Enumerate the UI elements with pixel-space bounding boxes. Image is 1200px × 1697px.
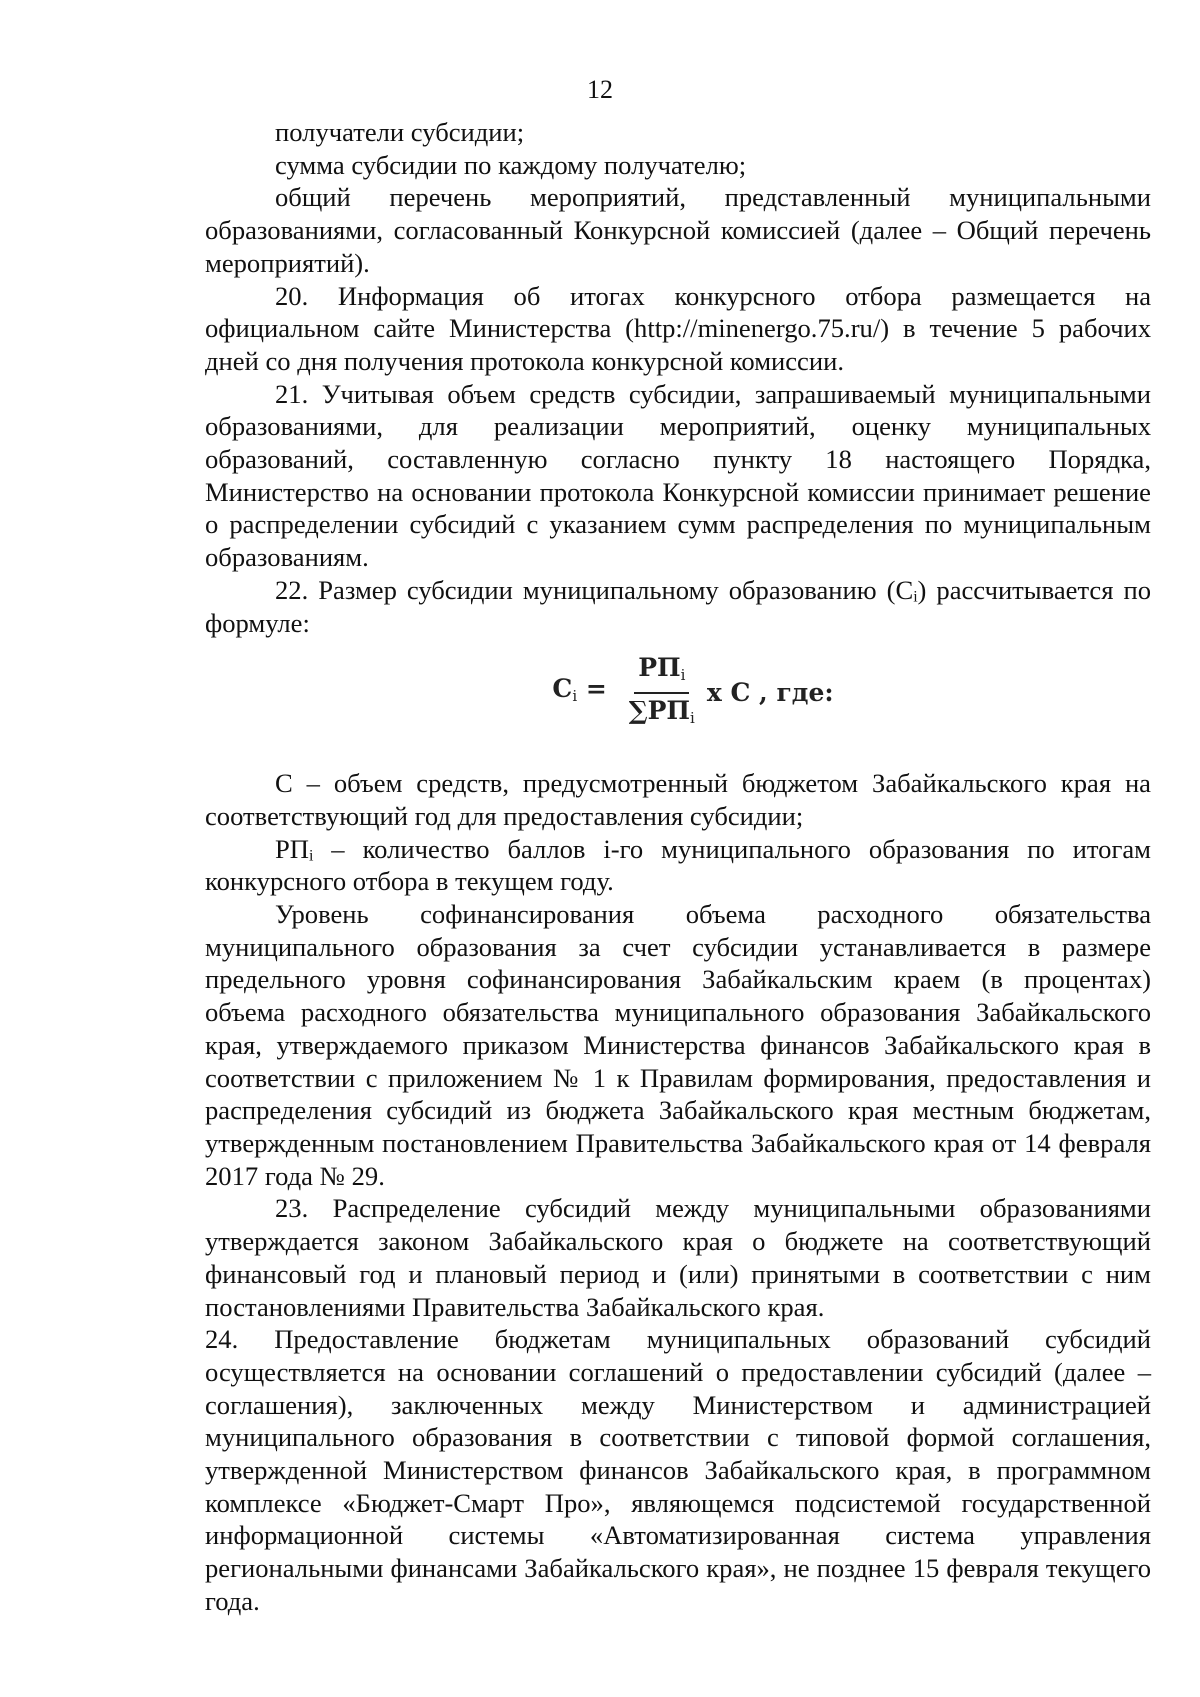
paragraph-c-definition: С – объем средств, предусмотренный бюджетом Забайкальского края на соответствующий год для предоставления субсидии; (205, 768, 1151, 831)
formula-numerator: $РП_i$ (634, 653, 689, 694)
paragraph-24: 24. Предоставление бюджетам муниципальных образований субсидий осуществляется на основании соглашений о предоставлении субсидий (далее – соглашения), заключенных между Министерством и администрацией муниципального образования в соответствии с типовой формой соглашения, утвержденной Министерством финансов Забайкальского края, в программном комплексе «Бюджет-Смарт Про», являющемся подсистемой государственной информационной системы «Автоматизированная система управления региональными финансами Забайкальского края», не позднее 15 февраля текущего года. (205, 1324, 1151, 1616)
paragraph-23: 23. Распределение субсидий между муниципальными образованиями утверждается законом Забайкальского края о бюджете на соответствующий финансовый год и плановый период и (или) принятыми в соответствии с ним постановлениями Правительства Забайкальского края. (205, 1193, 1151, 1322)
paragraph-rp-definition: РПᵢ – количество баллов i-го муниципального образования по итогам конкурсного отбора в текущем году. (205, 833, 1151, 897)
paragraph-general-list: общий перечень мероприятий, представленный муниципальными образованиями, согласованный Конкурсной комиссией (далее – Общий перечень мероприятий). (205, 182, 1151, 278)
formula-spacer (205, 747, 1151, 767)
formula-fraction (625, 653, 699, 733)
page-number: 12 (587, 75, 613, 104)
paragraph-20: 20. Информация об итогах конкурсного отбора размещается на официальном сайте Министерства (http://minenergo.75.ru/) в течение 5 рабочих дней со дня получения протокола конкурсной комиссии. (205, 280, 1151, 376)
paragraph-22: 22. Размер субсидии муниципальному образованию (Cᵢ) рассчитывается по формуле: (205, 574, 1151, 638)
paragraph-21: 21. Учитывая объем средств субсидии, запрашиваемый муниципальными образованиями, для реализации мероприятий, оценку муниципальных образований, составленную согласно пункту 18 настоящего Порядка, Министерство на основании протокола Конкурсной комиссии принимает решение о распределении субсидий с указанием сумм распределения по муниципальным образованиям. (205, 378, 1151, 573)
paragraph-cofinancing: Уровень софинансирования объема расходного обязательства муниципального образования за счет субсидии устанавливается в размере предельного уровня софинансирования Забайкальским краем (в процентах) объема расходного обязательства муниципального образования Забайкальского края, утверждаемого приказом Министерства финансов Забайкальского края в соответствии с приложением № 1 к Правилам формирования, предоставления и распределения субсидий из бюджета Забайкальского края местным бюджетам, утвержденным постановлением Правительства Забайкальского края от 14 февраля 2017 года № 29. (205, 899, 1151, 1191)
formula-rest: x С , где: (706, 677, 834, 707)
subsidy-formula (235, 639, 1151, 747)
paragraph-subsidy-sum: сумма субсидии по каждому получателю; (275, 149, 747, 180)
paragraph-recipients: получатели субсидии; (275, 117, 525, 147)
document-body (205, 116, 1151, 1618)
formula-denominator: $\sum РП_i$ (628, 696, 695, 728)
formula-lhs: $C_i$ = (552, 674, 607, 706)
